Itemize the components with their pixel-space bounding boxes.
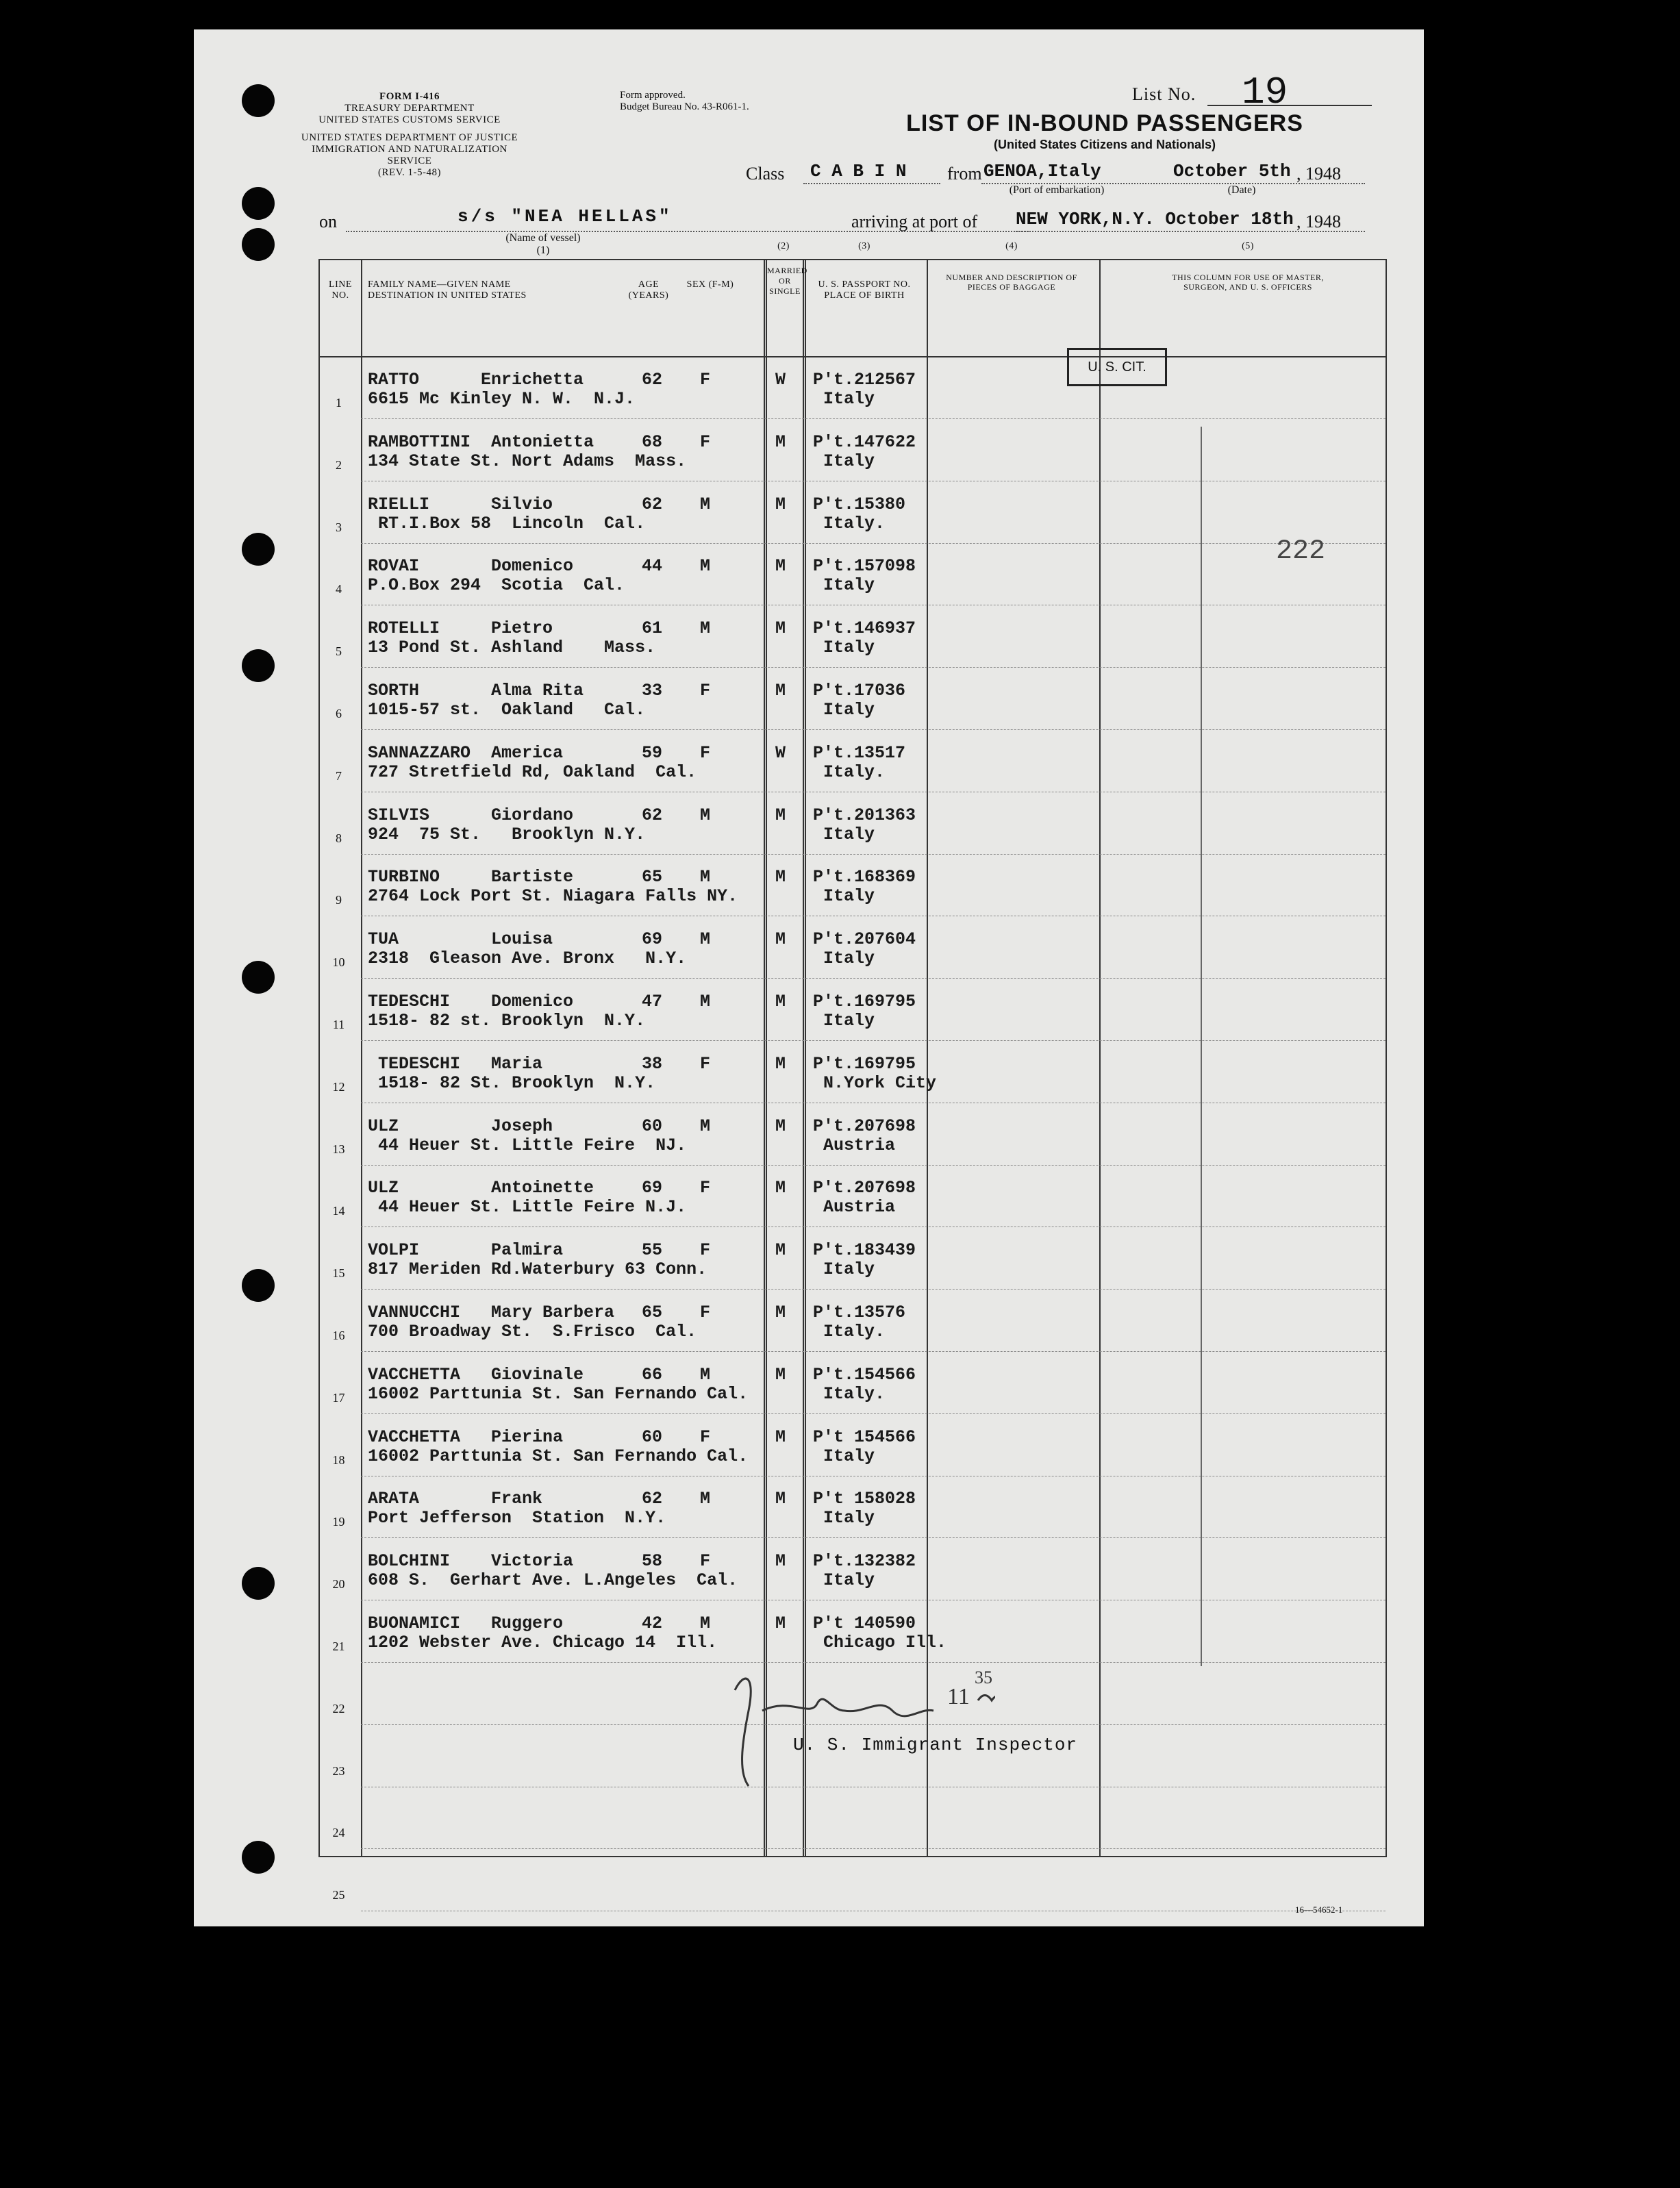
place-of-birth: Italy <box>823 389 875 409</box>
pencil-line <box>1201 427 1202 1666</box>
table-row <box>320 1166 1386 1227</box>
on-label: on <box>319 212 337 231</box>
age-value: 42 <box>642 1613 663 1633</box>
list-no-label: List No. <box>1132 84 1196 104</box>
svg-text:35: 35 <box>975 1668 992 1687</box>
line-number: 11 <box>332 1018 345 1031</box>
age-value: 44 <box>642 556 663 577</box>
family-given-name: SORTH Alma Rita <box>368 681 584 701</box>
table-row <box>320 793 1386 855</box>
marital-status: M <box>775 1116 786 1136</box>
line-number: 22 <box>332 1701 345 1715</box>
family-given-name: VOLPI Palmira <box>368 1240 564 1261</box>
col-header-baggage: NUMBER AND DESCRIPTION OF PIECES OF BAGGAGE <box>946 273 1077 292</box>
marital-status: M <box>775 431 786 452</box>
family-given-name: TEDESCHI Maria <box>368 1053 543 1074</box>
place-of-birth: Italy. <box>823 762 886 782</box>
passport-number: P't.13576 <box>813 1303 906 1322</box>
embark-date: October 5th <box>1173 161 1291 181</box>
marital-status: M <box>775 1551 786 1572</box>
age-value: 61 <box>642 618 663 639</box>
date-caption: (Date) <box>1227 184 1256 196</box>
sex-value: M <box>700 1116 711 1136</box>
line-number: 21 <box>332 1639 345 1653</box>
destination-address: 16002 Parttunia St. San Fernando Cal. <box>368 1383 749 1404</box>
destination-address: 16002 Parttunia St. San Fernando Cal. <box>368 1446 749 1466</box>
table-row <box>320 606 1386 668</box>
age-value: 66 <box>642 1364 663 1385</box>
marital-status: M <box>775 1178 786 1198</box>
sex-value: F <box>700 742 711 763</box>
sex-value: F <box>700 370 711 390</box>
sex-value: M <box>700 1364 711 1385</box>
passport-number: P't.207698 <box>813 1116 916 1136</box>
passport-number: P't.132382 <box>813 1551 916 1572</box>
punch-hole <box>242 1841 275 1874</box>
line-number: 10 <box>332 955 345 970</box>
col-header-col-3: (3) <box>858 241 870 251</box>
place-of-birth: Italy. <box>823 1383 886 1404</box>
svg-text:11: 11 <box>947 1684 970 1709</box>
sex-value: F <box>700 1053 711 1074</box>
line-number: 12 <box>332 1079 345 1094</box>
punch-hole <box>242 1567 275 1600</box>
table-row <box>320 1290 1386 1352</box>
family-given-name: ULZ Antoinette <box>368 1178 594 1198</box>
sex-value: M <box>700 929 711 950</box>
line-number: 1 <box>336 396 342 410</box>
passport-number: P't.168369 <box>813 867 916 888</box>
table-row <box>320 420 1386 481</box>
passport-number: P't.17036 <box>813 681 906 701</box>
place-of-birth: Italy <box>823 886 875 907</box>
vessel-caption: (Name of vessel) <box>505 232 581 244</box>
family-given-name: VACCHETTA Giovinale <box>368 1364 584 1385</box>
destination-address: 134 State St. Nort Adams Mass. <box>368 451 687 471</box>
line-number: 20 <box>332 1577 345 1592</box>
passenger-table <box>318 241 1387 1902</box>
line-number: 14 <box>332 1204 345 1218</box>
table-row <box>320 357 1386 419</box>
punch-hole <box>242 187 275 220</box>
sex-value: M <box>700 556 711 577</box>
age-value: 65 <box>642 867 663 888</box>
table-row <box>320 1228 1386 1290</box>
budget-bureau: Budget Bureau No. 43-R061-1. <box>620 101 749 112</box>
line-number: 3 <box>336 520 342 534</box>
revision: (REV. 1-5-48) <box>377 167 442 178</box>
marital-status: M <box>775 681 786 701</box>
port-caption: (Port of embarkation) <box>1009 184 1105 196</box>
family-given-name: TEDESCHI Domenico <box>368 992 574 1011</box>
col-header-sex: SEX (F-M) <box>686 279 734 290</box>
place-of-birth: Italy <box>823 1508 875 1529</box>
marital-status: M <box>775 1489 786 1509</box>
passport-number: P't.183439 <box>813 1240 916 1261</box>
justice-department: UNITED STATES DEPARTMENT OF JUSTICE <box>301 132 518 143</box>
inspector-title: U. S. Immigrant Inspector <box>793 1735 1078 1755</box>
vessel-name: s/s "NEA HELLAS" <box>457 206 673 227</box>
page-title: LIST OF IN-BOUND PASSENGERS <box>906 110 1303 136</box>
family-given-name: ULZ Joseph <box>368 1116 553 1136</box>
class-line <box>803 183 940 184</box>
line-number: 25 <box>332 1888 345 1902</box>
family-name-label: FAMILY NAME—GIVEN NAME <box>368 279 511 290</box>
port-of-arrival: NEW YORK,N.Y. October 18th <box>1016 209 1294 229</box>
line-number: 17 <box>332 1390 345 1405</box>
manifest-page <box>194 29 1424 1926</box>
line-number: 15 <box>332 1266 345 1281</box>
passport-number: P't 154566 <box>813 1426 916 1447</box>
destination-address: 44 Heuer St. Little Feire N.J. <box>368 1197 687 1218</box>
col-header-family-name <box>368 279 580 301</box>
place-of-birth: Austria <box>823 1135 896 1155</box>
table-row <box>320 1042 1386 1103</box>
port-of-embarkation: GENOA,Italy <box>983 161 1101 181</box>
destination-address: 2318 Gleason Ave. Bronx N.Y. <box>368 948 687 969</box>
col-header-col-5: (5) <box>1242 241 1254 251</box>
age-value: 62 <box>642 494 663 514</box>
place-of-birth: Italy <box>823 824 875 844</box>
col-header-col-4: (4) <box>1005 241 1018 251</box>
age-value: 59 <box>642 742 663 763</box>
destination-address: RT.I.Box 58 Lincoln Cal. <box>368 513 646 533</box>
marital-status: M <box>775 1364 786 1385</box>
line-number: 13 <box>332 1142 345 1156</box>
approved-text: Form approved. <box>620 90 686 101</box>
sex-value: F <box>700 1303 711 1322</box>
embark-year: , 1948 <box>1296 164 1341 184</box>
table-row <box>320 731 1386 792</box>
family-given-name: SILVIS Giordano <box>368 805 574 825</box>
table-row <box>320 482 1386 544</box>
passport-number: P't.147622 <box>813 431 916 452</box>
table-row <box>320 1415 1386 1476</box>
marital-status: M <box>775 1613 786 1633</box>
table-row <box>320 544 1386 605</box>
age-value: 58 <box>642 1551 663 1572</box>
family-given-name: RAMBOTTINI Antonietta <box>368 431 594 452</box>
marital-status: M <box>775 867 786 888</box>
age-value: 38 <box>642 1053 663 1074</box>
page-subtitle: (United States Citizens and Nationals) <box>993 138 1216 151</box>
form-number: FORM I-416 <box>379 91 440 102</box>
age-value: 68 <box>642 431 663 452</box>
inspector-signature <box>707 1649 995 1813</box>
form-footer-number: 16—54652-1 <box>1295 1904 1343 1915</box>
destination-address: 13 Pond St. Ashland Mass. <box>368 638 656 658</box>
from-label: from <box>947 164 982 184</box>
line-number: 2 <box>336 457 342 472</box>
marital-status: M <box>775 494 786 514</box>
family-given-name: RATTO Enrichetta <box>368 370 584 390</box>
destination-address: 6615 Mc Kinley N. W. N.J. <box>368 389 636 409</box>
sex-value: F <box>700 681 711 701</box>
passport-number: P't.169795 <box>813 1053 916 1074</box>
col-header-married: MARRIED OR SINGLE <box>767 266 807 296</box>
marital-status: M <box>775 1053 786 1074</box>
punch-hole <box>242 649 275 682</box>
arriving-label: arriving at port of <box>851 212 978 231</box>
table-row <box>320 1850 1386 1911</box>
line-number: 9 <box>336 893 342 907</box>
family-given-name: BUONAMICI Ruggero <box>368 1613 564 1633</box>
place-of-birth: N.York City <box>823 1072 937 1093</box>
age-value: 65 <box>642 1303 663 1322</box>
passport-number: P't 158028 <box>813 1489 916 1509</box>
destination-address: 817 Meriden Rd.Waterbury 63 Conn. <box>368 1259 707 1280</box>
sex-value: M <box>700 494 711 514</box>
place-of-birth: Italy <box>823 1446 875 1466</box>
sex-value: M <box>700 1489 711 1509</box>
sex-value: F <box>700 431 711 452</box>
age-value: 69 <box>642 929 663 950</box>
place-of-birth: Italy. <box>823 1322 886 1342</box>
form-header-justice <box>293 132 526 179</box>
destination-address: 727 Stretfield Rd, Oakland Cal. <box>368 762 697 782</box>
age-value: 60 <box>642 1116 663 1136</box>
sex-value: F <box>700 1426 711 1447</box>
marital-status: M <box>775 556 786 577</box>
form-approved <box>620 90 749 113</box>
treasury-department: TREASURY DEPARTMENT <box>344 103 475 114</box>
passport-number: P't.207604 <box>813 929 916 950</box>
place-of-birth: Italy <box>823 700 875 720</box>
passport-number: P't.13517 <box>813 742 906 763</box>
family-given-name: VACCHETTA Pierina <box>368 1426 564 1447</box>
passport-number: P't.201363 <box>813 805 916 825</box>
line-number: 8 <box>336 831 342 845</box>
family-given-name: TUA Louisa <box>368 929 553 950</box>
place-of-birth: Italy <box>823 575 875 596</box>
age-value: 62 <box>642 370 663 390</box>
col-header-line-no: LINE NO. <box>329 279 352 301</box>
destination-address: 1202 Webster Ave. Chicago 14 Ill. <box>368 1633 718 1652</box>
place-of-birth: Italy. <box>823 513 886 533</box>
table-row <box>320 668 1386 730</box>
destination-address: 44 Heuer St. Little Feire NJ. <box>368 1135 687 1155</box>
family-given-name: ARATA Frank <box>368 1489 543 1509</box>
col-header-age: AGE (YEARS) <box>628 279 669 301</box>
line-number: 16 <box>332 1329 345 1342</box>
col-header-officers: THIS COLUMN FOR USE OF MASTER, SURGEON, AND U. S. OFFICERS <box>1172 273 1324 292</box>
col-header-passport: U. S. PASSPORT NO. PLACE OF BIRTH <box>818 279 911 301</box>
family-given-name: ROVAI Domenico <box>368 556 574 577</box>
destination-address: 2764 Lock Port St. Niagara Falls NY. <box>368 886 738 907</box>
passport-number: P't.169795 <box>813 992 916 1011</box>
passport-number: P't.212567 <box>813 370 916 390</box>
marital-status: M <box>775 805 786 825</box>
sex-value: F <box>700 1240 711 1261</box>
col-header-col-2: (2) <box>777 241 790 251</box>
vessel-col-number: (1) <box>536 244 550 256</box>
passport-number: P't.157098 <box>813 556 916 577</box>
table-row <box>320 1353 1386 1414</box>
marital-status: M <box>775 1426 786 1447</box>
destination-address: P.O.Box 294 Scotia Cal. <box>368 575 625 596</box>
line-number: 18 <box>332 1453 345 1467</box>
passport-number: P't 140590 <box>813 1613 916 1633</box>
marital-status: M <box>775 1303 786 1322</box>
marital-status: W <box>775 370 786 390</box>
line-number: 6 <box>336 707 342 720</box>
place-of-birth: Italy <box>823 638 875 658</box>
punch-hole <box>242 84 275 117</box>
sex-value: M <box>700 805 711 825</box>
family-given-name: VANNUCCHI Mary Barbera <box>368 1303 615 1322</box>
line-number: 23 <box>332 1763 345 1778</box>
table-row <box>320 1539 1386 1600</box>
punch-hole <box>242 1269 275 1302</box>
sex-value: M <box>700 992 711 1011</box>
handwritten-code: 222 <box>1276 536 1326 567</box>
line-number: 4 <box>336 582 342 596</box>
place-of-birth: Austria <box>823 1197 896 1218</box>
customs-service: UNITED STATES CUSTOMS SERVICE <box>318 114 501 125</box>
destination-address: 1015-57 st. Oakland Cal. <box>368 700 646 720</box>
table-row <box>320 855 1386 916</box>
punch-hole <box>242 533 275 566</box>
marital-status: M <box>775 1240 786 1261</box>
us-citizen-stamp: U. S. CIT. <box>1067 348 1167 386</box>
age-value: 33 <box>642 681 663 701</box>
ins-service: IMMIGRATION AND NATURALIZATION SERVICE <box>312 144 507 166</box>
passport-number: P't.154566 <box>813 1364 916 1385</box>
marital-status: W <box>775 742 786 763</box>
age-value: 69 <box>642 1178 663 1198</box>
family-given-name: SANNAZZARO America <box>368 742 564 763</box>
place-of-birth: Italy <box>823 1011 875 1031</box>
sex-value: F <box>700 1551 711 1572</box>
family-given-name: TURBINO Bartiste <box>368 867 574 888</box>
line-number: 19 <box>332 1515 345 1529</box>
form-header-treasury <box>317 91 502 126</box>
sex-value: F <box>700 1178 711 1198</box>
table-row <box>320 979 1386 1041</box>
sex-value: M <box>700 867 711 888</box>
marital-status: M <box>775 929 786 950</box>
destination-address: 1518- 82 st. Brooklyn N.Y. <box>368 1011 646 1031</box>
punch-hole <box>242 228 275 261</box>
destination-address: 1518- 82 St. Brooklyn N.Y. <box>368 1072 656 1093</box>
place-of-birth: Italy <box>823 451 875 471</box>
line-number: 7 <box>336 768 342 783</box>
table-row <box>320 1476 1386 1538</box>
list-no-line <box>1207 105 1372 106</box>
destination-address: 924 75 St. Brooklyn N.Y. <box>368 824 646 844</box>
age-value: 47 <box>642 992 663 1011</box>
age-value: 62 <box>642 1489 663 1509</box>
place-of-birth: Italy <box>823 1259 875 1280</box>
place-of-birth: Italy <box>823 1570 875 1591</box>
line-number: 24 <box>332 1826 345 1840</box>
table-row <box>320 917 1386 979</box>
family-given-name: ROTELLI Pietro <box>368 618 553 639</box>
place-of-birth: Italy <box>823 948 875 969</box>
arrival-year: , 1948 <box>1296 212 1341 231</box>
age-value: 55 <box>642 1240 663 1261</box>
marital-status: M <box>775 618 786 639</box>
class-value: C A B I N <box>810 161 907 181</box>
age-value: 62 <box>642 805 663 825</box>
passport-number: P't.15380 <box>813 494 906 514</box>
place-of-birth: Chicago Ill. <box>823 1633 947 1652</box>
sex-value: M <box>700 1613 711 1633</box>
list-no-value: 19 <box>1242 71 1288 114</box>
table-row <box>320 1104 1386 1166</box>
sex-value: M <box>700 618 711 639</box>
destination-label: DESTINATION IN UNITED STATES <box>368 290 527 301</box>
passport-number: P't.146937 <box>813 618 916 639</box>
destination-address: Port Jefferson Station N.Y. <box>368 1508 666 1529</box>
line-number: 5 <box>336 644 342 659</box>
family-given-name: BOLCHINI Victoria <box>368 1551 574 1572</box>
marital-status: M <box>775 992 786 1011</box>
class-label: Class <box>746 164 785 184</box>
destination-address: 608 S. Gerhart Ave. L.Angeles Cal. <box>368 1570 738 1591</box>
destination-address: 700 Broadway St. S.Frisco Cal. <box>368 1322 697 1342</box>
age-value: 60 <box>642 1426 663 1447</box>
punch-hole <box>242 961 275 994</box>
family-given-name: RIELLI Silvio <box>368 494 553 514</box>
passport-number: P't.207698 <box>813 1178 916 1198</box>
